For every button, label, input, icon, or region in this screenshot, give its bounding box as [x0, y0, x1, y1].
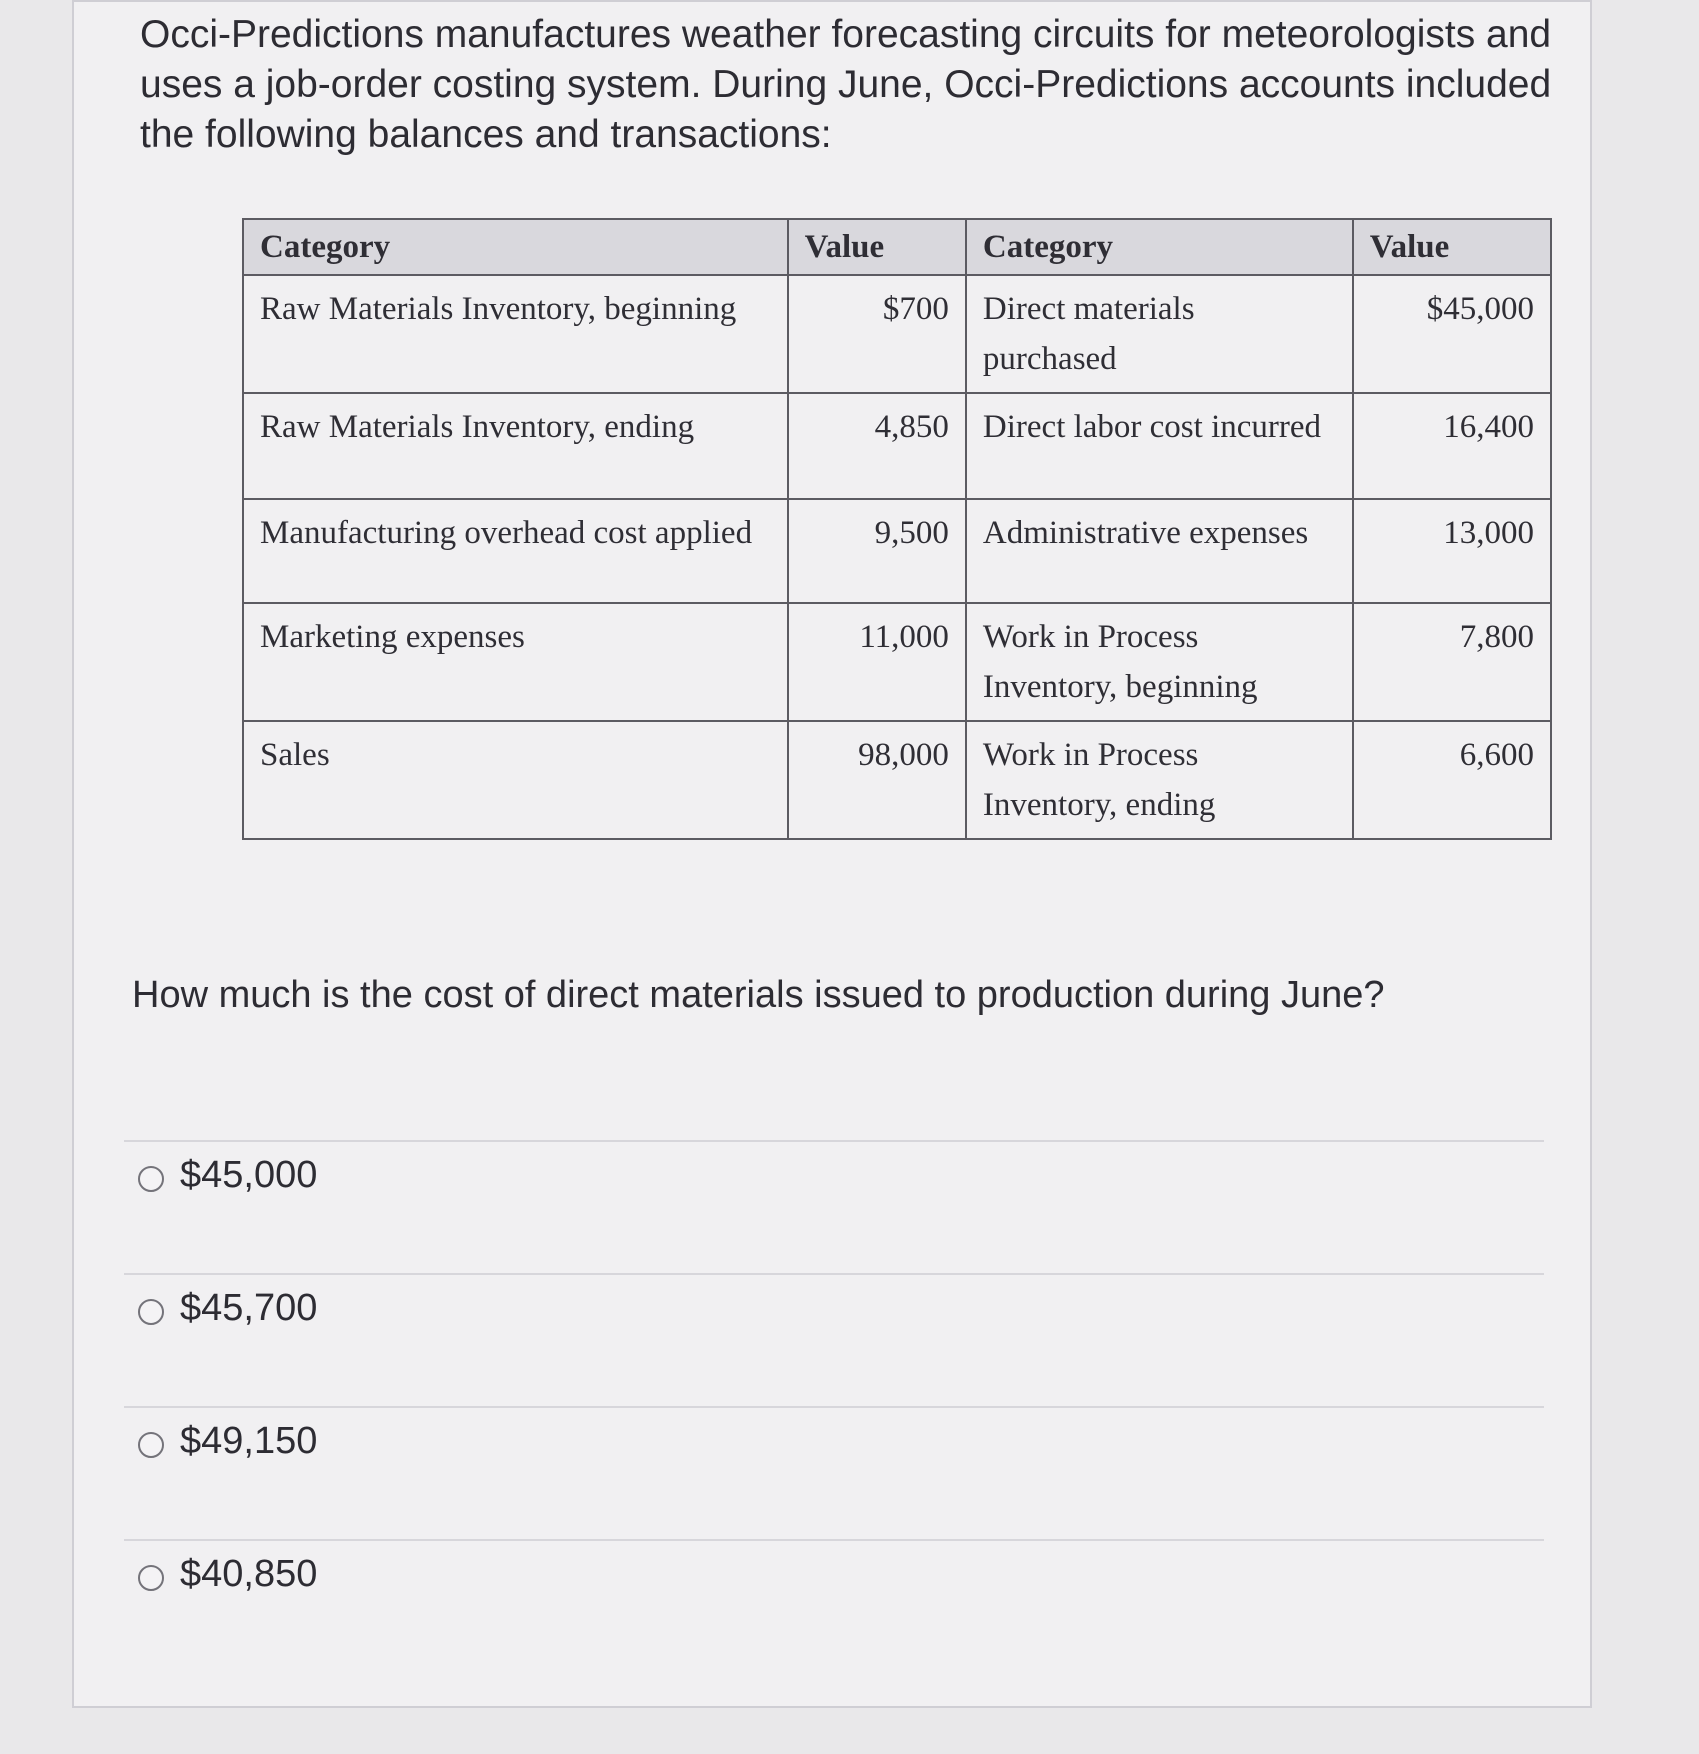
table-cell-value: 7,800	[1353, 603, 1551, 721]
table-cell-value: 11,000	[788, 603, 966, 721]
question-prompt: How much is the cost of direct materials issued to production during June?	[132, 974, 1385, 1016]
answer-option[interactable]	[124, 1273, 1544, 1406]
table-cell-category: Raw Materials Inventory, beginning	[243, 275, 788, 393]
radio-button[interactable]	[138, 1299, 164, 1325]
radio-button[interactable]	[138, 1166, 164, 1192]
table-row	[243, 603, 1551, 721]
table-cell-category: Work in Process Inventory, beginning	[966, 603, 1353, 721]
table-row	[243, 721, 1551, 839]
answer-option[interactable]	[124, 1140, 1544, 1273]
table-cell-value: $700	[788, 275, 966, 393]
answer-option[interactable]	[124, 1539, 1544, 1672]
header-value-1: Value	[788, 219, 966, 275]
table-cell-category: Administrative expenses	[966, 499, 1353, 603]
answer-option-label[interactable]: $40,850	[180, 1553, 318, 1595]
question-intro: Occi-Predictions manufactures weather forecasting circuits for meteorologists and uses a job-order costing system. During June, Occi-Predictions accounts included the following balances and transactions:	[140, 13, 1552, 156]
radio-button[interactable]	[138, 1432, 164, 1458]
table-cell-value: 98,000	[788, 721, 966, 839]
question-card	[72, 0, 1592, 1708]
header-category-1: Category	[243, 219, 788, 275]
table-cell-category: Direct materials purchased	[966, 275, 1353, 393]
table-row	[243, 275, 1551, 393]
table-cell-value: $45,000	[1353, 275, 1551, 393]
table-cell-category: Work in Process Inventory, ending	[966, 721, 1353, 839]
table-row	[243, 499, 1551, 603]
header-value-2: Value	[1353, 219, 1551, 275]
table-cell-value: 4,850	[788, 393, 966, 499]
table-cell-category: Marketing expenses	[243, 603, 788, 721]
answer-option-label[interactable]: $45,000	[180, 1154, 318, 1196]
table-cell-value: 9,500	[788, 499, 966, 603]
answer-option-label[interactable]: $45,700	[180, 1287, 318, 1329]
radio-button[interactable]	[138, 1565, 164, 1591]
table-cell-category: Raw Materials Inventory, ending	[243, 393, 788, 499]
answer-option[interactable]	[124, 1406, 1544, 1539]
table-cell-value: 6,600	[1353, 721, 1551, 839]
table-cell-category: Manufacturing overhead cost applied	[243, 499, 788, 603]
table-row	[243, 393, 1551, 499]
table-cell-value: 16,400	[1353, 393, 1551, 499]
table-cell-value: 13,000	[1353, 499, 1551, 603]
answer-option-label[interactable]: $49,150	[180, 1420, 318, 1462]
table-header-row	[243, 219, 1551, 275]
table-cell-category: Sales	[243, 721, 788, 839]
answer-options	[124, 1140, 1544, 1672]
header-category-2: Category	[966, 219, 1353, 275]
balances-table	[242, 218, 1552, 840]
table-cell-category: Direct labor cost incurred	[966, 393, 1353, 499]
